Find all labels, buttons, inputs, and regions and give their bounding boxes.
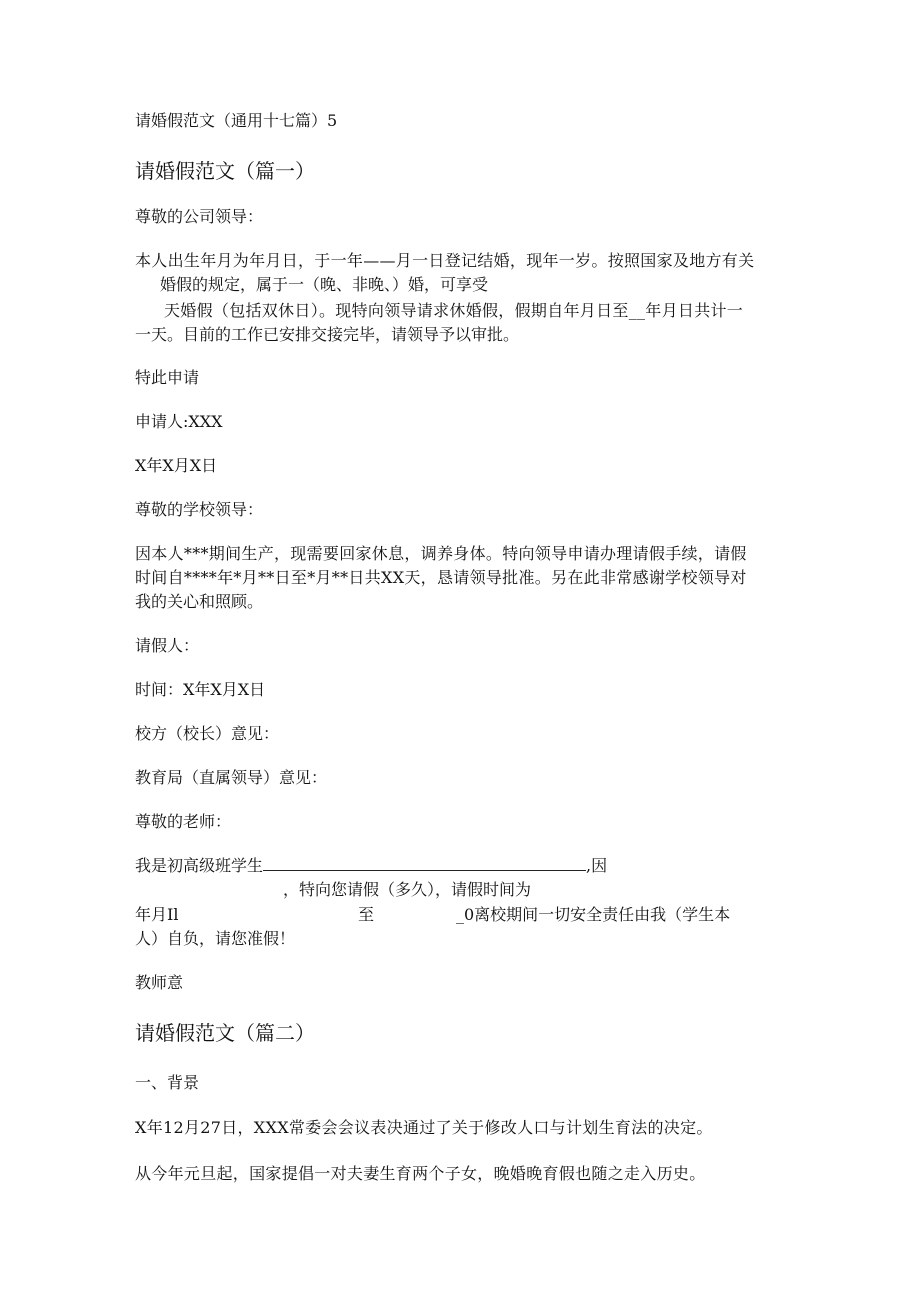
- letter1-closing: 特此申请: [135, 368, 200, 387]
- letter2-body-line3: 我的关心和照顾。: [135, 592, 264, 611]
- letter2-applicant: 请假人：: [135, 636, 200, 655]
- section2-para1: X年12月27日，XXX常委会会议表决通过了关于修改人口与计划生育法的决定。: [135, 1118, 713, 1137]
- section2-para2: 从今年元旦起，国家提倡一对夫妻生育两个子女，晚婚晚育假也随之走入历史。: [135, 1164, 706, 1183]
- letter2-body-line1: 因本人***期间生产，现需要回家休息，调养身体。特向领导申请办理请假手续，请假: [135, 544, 747, 563]
- letter3-line2: ，特向您请假（多久），请假时间为: [283, 880, 532, 899]
- section2-subheading: 一、背景: [135, 1073, 200, 1092]
- letter2-salutation: 尊敬的学校领导：: [135, 500, 264, 519]
- letter3-line1: [135, 855, 607, 877]
- letter3-line1-prefix: 我是初高级班学生: [135, 856, 264, 875]
- letter2-body-line2: 时间自****年*月**日至*月**日共XX天，恳请领导批准。另在此非常感谢学校领导对: [135, 568, 747, 587]
- letter2-school-opinion: 校方（校长）意见：: [135, 724, 280, 743]
- letter1-salutation: 尊敬的公司领导：: [135, 207, 264, 226]
- letter3-line4: 人）自负，请您准假！: [135, 929, 296, 948]
- letter3-teacher-opinion: 教师意: [135, 973, 184, 992]
- section2-heading: 请婚假范文（篇二）: [135, 1021, 315, 1045]
- letter3-line3-c: _0离校期间一切安全责任由我（学生本: [456, 905, 731, 924]
- letter3-line3-a: 年月Il: [135, 905, 179, 924]
- letter3-line3-b: 至: [358, 905, 375, 924]
- letter2-bureau-opinion: 教育局（直属领导）意见：: [135, 768, 328, 787]
- letter2-time: 时间：X年X月X日: [135, 680, 266, 699]
- letter1-applicant: 申请人:XXX: [135, 412, 223, 431]
- letter1-body-line1: 本人出生年月为年月日，于一年——月一日登记结婚，现年一岁。按照国家及地方有关: [135, 251, 755, 270]
- letter1-body-line2: 婚假的规定，属于一（晚、非晚、）婚，可享受: [160, 275, 489, 294]
- letter1-body-line4: 一天。目前的工作已安排交接完毕，请领导予以审批。: [135, 325, 520, 344]
- letter3-salutation: 尊敬的老师：: [135, 812, 232, 831]
- blank-underline: [263, 855, 586, 871]
- section1-heading: 请婚假范文（篇一）: [135, 159, 315, 183]
- document-title: 请婚假范文（通用十七篇）5: [135, 111, 338, 130]
- letter1-date: X年X月X日: [135, 456, 218, 475]
- letter3-line1-suffix: ,因: [586, 856, 608, 875]
- letter1-body-line3: 天婚假（包括双休日）。现特向领导请求休婚假，假期自年月日至__年月日共计一: [164, 301, 744, 320]
